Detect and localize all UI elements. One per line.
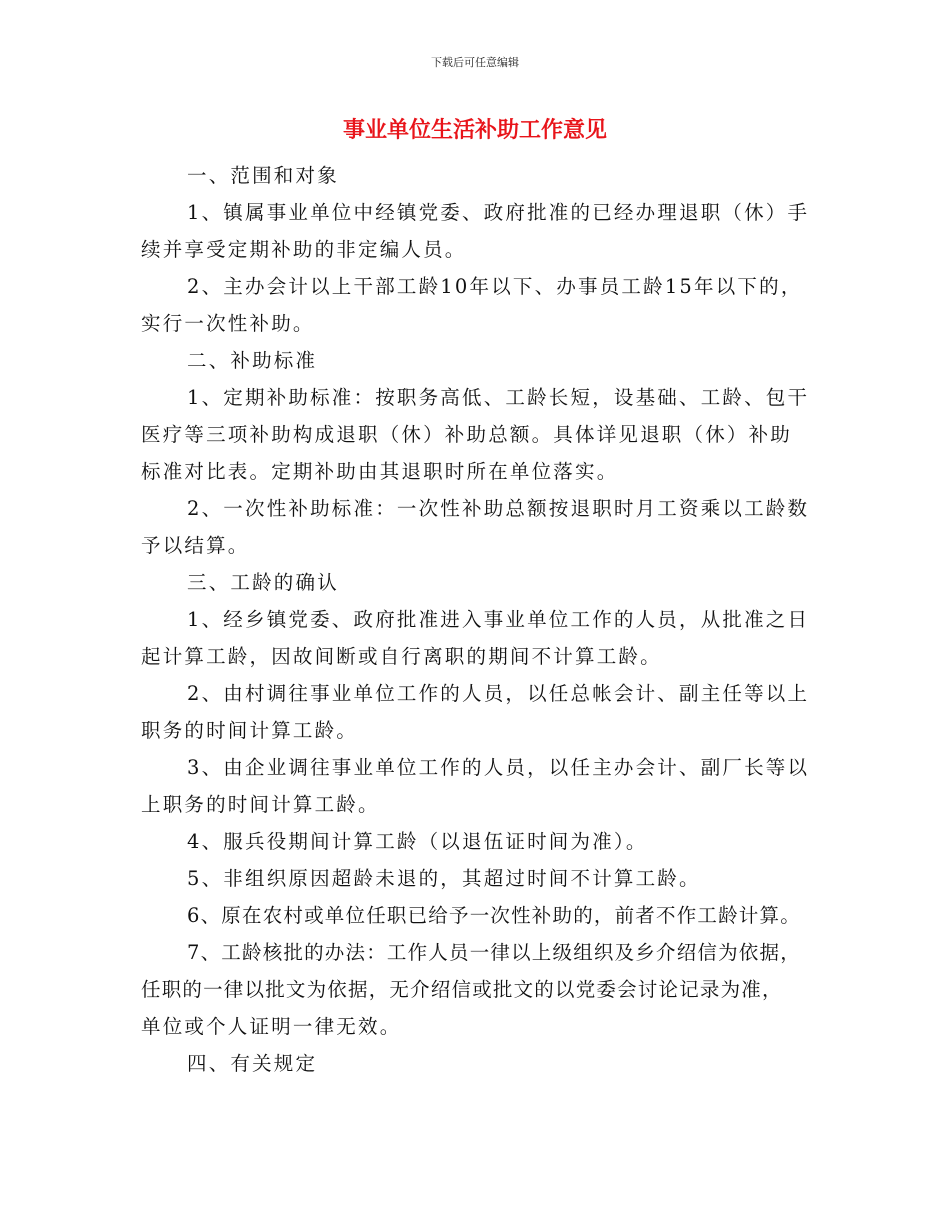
section-heading-scope: 一、范围和对象 xyxy=(187,164,339,187)
section-heading-standard: 二、补助标准 xyxy=(187,349,318,372)
paragraph-line: 实行一次性补助。 xyxy=(141,312,315,335)
paragraph-line: 职务的时间计算工龄。 xyxy=(141,719,359,742)
paragraph-line: 上职务的时间计算工龄。 xyxy=(141,793,380,816)
paragraph-line: 5、非组织原因超龄未退的，其超过时间不计算工龄。 xyxy=(187,867,701,890)
paragraph-line: 7、工龄核批的办法：工作人员一律以上级组织及乡介绍信为依据， xyxy=(187,941,801,964)
paragraph-line: 4、服兵役期间计算工龄（以退伍证时间为准）。 xyxy=(187,830,648,853)
paragraph-line: 1、镇属事业单位中经镇党委、政府批准的已经办理退职（休）手 xyxy=(187,201,810,224)
document-body xyxy=(141,157,809,1082)
paragraph-line: 医疗等三项补助构成退职（休）补助总额。具体详见退职（休）补助 xyxy=(141,423,793,446)
paragraph-line: 续并享受定期补助的非定编人员。 xyxy=(141,238,467,261)
paragraph-line: 单位或个人证明一律无效。 xyxy=(141,1015,402,1038)
paragraph-line: 2、由村调往事业单位工作的人员，以任总帐会计、副主任等以上 xyxy=(187,682,810,705)
paragraph-line: 予以结算。 xyxy=(141,534,250,557)
paragraph-line: 起计算工龄，因故间断或自行离职的期间不计算工龄。 xyxy=(141,645,662,668)
paragraph-line: 1、定期补助标准：按职务高低、工龄长短，设基础、工龄、包干 xyxy=(187,386,810,409)
paragraph-line: 1、经乡镇党委、政府批准进入事业单位工作的人员，从批准之日 xyxy=(187,608,810,631)
paragraph-line: 任职的一律以批文为依据，无介绍信或批文的以党委会讨论记录为准， xyxy=(141,978,783,1001)
section-heading-provisions: 四、有关规定 xyxy=(187,1052,318,1075)
paragraph-line: 3、由企业调往事业单位工作的人员，以任主办会计、副厂长等以 xyxy=(187,756,810,779)
paragraph-line: 标准对比表。定期补助由其退职时所在单位落实。 xyxy=(141,460,619,483)
document-title: 事业单位生活补助工作意见 xyxy=(342,118,607,143)
section-heading-seniority: 三、工龄的确认 xyxy=(187,571,339,594)
paragraph-line: 6、原在农村或单位任职已给予一次性补助的，前者不作工龄计算。 xyxy=(187,904,801,927)
paragraph-line: 2、主办会计以上干部工龄10年以下、办事员工龄15年以下的， xyxy=(187,275,803,298)
page-header: 下载后可任意编辑 xyxy=(431,56,519,69)
paragraph-line: 2、一次性补助标准：一次性补助总额按退职时月工资乘以工龄数 xyxy=(187,497,810,520)
